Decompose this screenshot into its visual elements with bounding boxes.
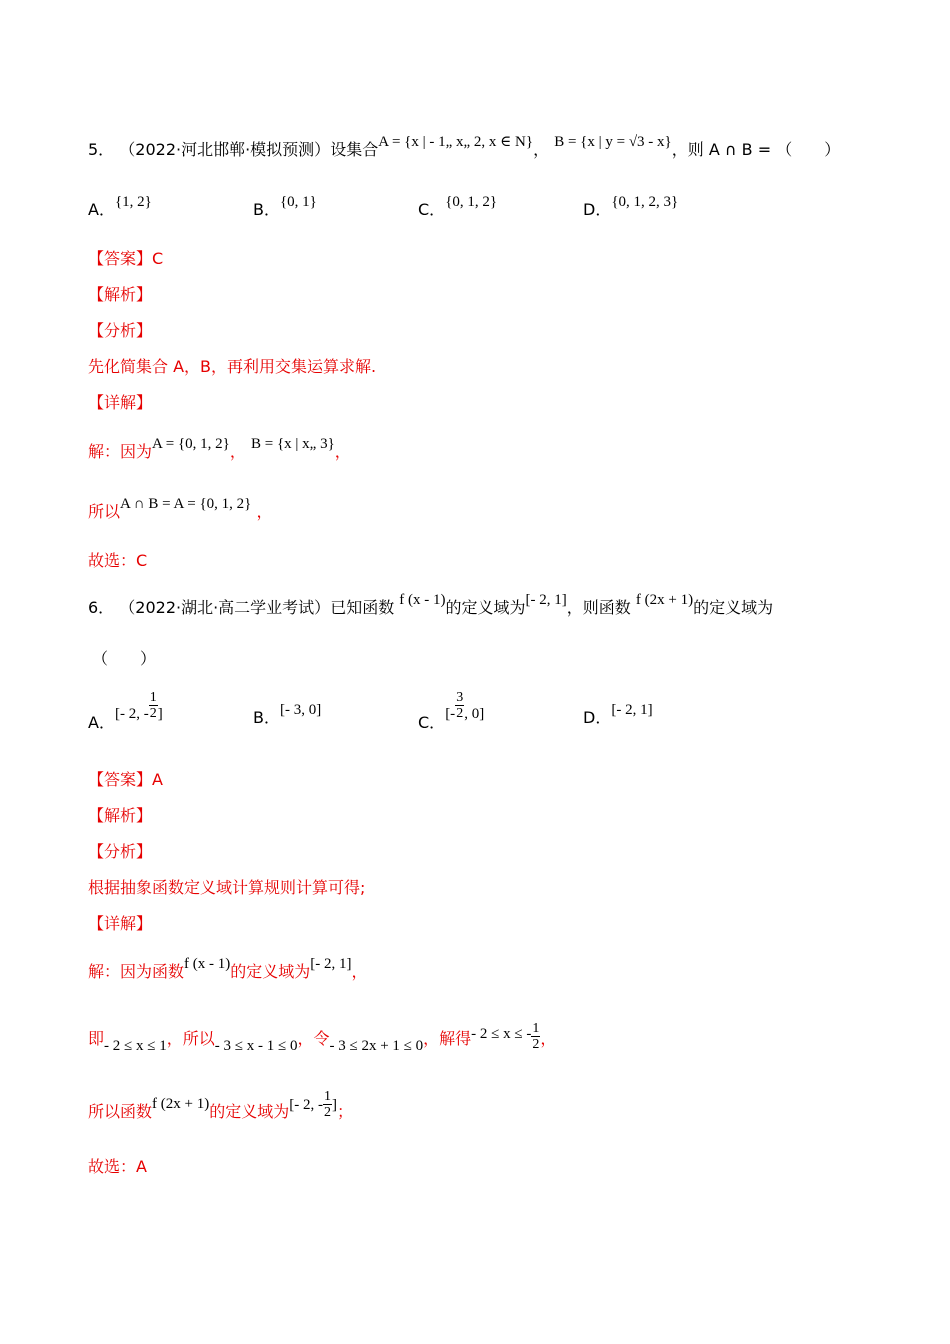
option-right: , 0] <box>464 706 485 722</box>
math-ineq1: - 2 ≤ x ≤ 1 <box>104 1038 167 1054</box>
option-left: [- 2, - <box>114 706 149 722</box>
text: 的定义域为 <box>230 962 311 981</box>
option-value: {0, 1, 2, 3} <box>611 194 679 210</box>
q6-jiexi-tag: 【解析】 <box>88 806 153 825</box>
math-f: f (2x + 1) <box>152 1096 210 1112</box>
q6-option-c <box>418 690 485 732</box>
text: ， <box>256 502 273 521</box>
option-label: B． <box>253 200 280 219</box>
q5-option-a <box>88 194 152 221</box>
text: 的定义域为 <box>209 1102 290 1121</box>
text: ， <box>351 962 368 981</box>
text: 解：因为 <box>88 442 153 461</box>
math-right: ] <box>331 1097 337 1113</box>
q6-option-b <box>253 702 322 729</box>
q6-solution-line1 <box>88 956 368 983</box>
q5-fenxi-tag: 【分析】 <box>88 321 153 340</box>
text: 的定义域为 <box>445 598 526 617</box>
math-ineq3: - 3 ≤ 2x + 1 ≤ 0 <box>329 1038 424 1054</box>
option-value: {1, 2} <box>114 194 152 210</box>
q5-number: 5． <box>88 140 115 159</box>
q5-stem <box>88 134 841 161</box>
option-label: B． <box>253 708 280 727</box>
text: ，令 <box>297 1029 330 1048</box>
q5-xiangjie-tag: 【详解】 <box>88 393 153 412</box>
text: 即 <box>88 1029 105 1048</box>
q5-jiexi-tag: 【解析】 <box>88 285 153 304</box>
q6-xiangjie-tag: 【详解】 <box>88 914 153 933</box>
q5-set-a: A = {x | - 1„ x„ 2, x ∈ N} <box>378 134 534 150</box>
frac-den: 2 <box>149 706 157 721</box>
math-ineq2: - 3 ≤ x - 1 ≤ 0 <box>214 1038 298 1054</box>
q5-answer: 【答案】C <box>88 249 164 268</box>
text: 所以 <box>88 502 121 521</box>
q5-set-b: B = {x | y = √3 - x} <box>554 134 672 150</box>
option-label: A． <box>88 200 115 219</box>
q6-stem <box>88 592 774 619</box>
math-left: [- 2, - <box>289 1097 323 1113</box>
option-label: C． <box>418 713 446 732</box>
option-left: [- <box>445 706 456 722</box>
option-label: C． <box>418 200 446 219</box>
option-right: ] <box>157 706 163 722</box>
q6-fenxi-tag: 【分析】 <box>88 842 153 861</box>
option-label: A． <box>88 713 115 732</box>
text: ，则函数 <box>566 598 631 617</box>
option-value: {0, 1} <box>279 194 317 210</box>
math-f: f (x - 1) <box>184 956 231 972</box>
q5-option-d <box>583 194 679 221</box>
frac-num: 3 <box>456 690 464 705</box>
q6-fenxi-text: 根据抽象函数定义域计算规则计算可得; <box>88 878 366 897</box>
frac-num: 1 <box>323 1089 331 1104</box>
q5-option-c <box>418 194 498 221</box>
math-set-a: A = {0, 1, 2} <box>152 436 230 452</box>
q6-paren: （ ） <box>92 649 157 668</box>
text: ， <box>334 442 351 461</box>
math-fraction <box>531 1021 540 1052</box>
text: 已知函数 <box>330 598 395 617</box>
q6-solution-line3 <box>88 1089 353 1128</box>
math-f1: f (x - 1) <box>399 592 446 608</box>
q6-option-a <box>88 690 163 732</box>
q5-solution-line2 <box>88 496 273 523</box>
q6-number: 6． <box>88 598 115 617</box>
math-domain: [- 2, 1] <box>310 956 352 972</box>
q6-option-d <box>583 702 653 729</box>
frac-den: 2 <box>532 1037 540 1052</box>
q6-answer: 【答案】A <box>88 770 163 789</box>
q5-tail: ，则 A ∩ B = （ ） <box>671 140 841 159</box>
text: ， <box>540 1029 557 1048</box>
math-intersection: A ∩ B = A = {0, 1, 2} <box>120 496 252 512</box>
text: ，所以 <box>166 1029 215 1048</box>
math-domain: [- 2, 1] <box>525 592 567 608</box>
text: 所以函数 <box>88 1102 153 1121</box>
math-set-b: B = {x | x„ 3} <box>251 436 335 452</box>
option-label: D． <box>583 708 612 727</box>
option-value: [- 2, 1] <box>611 702 653 718</box>
option-value: {0, 1, 2} <box>445 194 498 210</box>
q6-guxuan: 故选：A <box>88 1157 147 1176</box>
q5-source: （2022·河北邯郸·模拟预测） <box>119 140 331 159</box>
text: 的定义域为 <box>693 598 774 617</box>
option-value: [- 3, 0] <box>279 702 322 718</box>
q6-source: （2022·湖北·高二学业考试） <box>119 598 331 617</box>
q5-option-b <box>253 194 317 221</box>
option-fraction <box>455 690 464 721</box>
text: ； <box>336 1102 353 1121</box>
q5-fenxi-text: 先化简集合 A，B，再利用交集运算求解. <box>88 357 377 376</box>
q5-guxuan: 故选：C <box>88 551 148 570</box>
q5-stem-text: 设集合 <box>330 140 379 159</box>
math-ineq4: - 2 ≤ x ≤ - <box>471 1026 532 1042</box>
text: 解：因为函数 <box>88 962 185 981</box>
math-fraction <box>323 1089 332 1120</box>
q5-comma: ， <box>533 140 550 159</box>
option-fraction <box>149 690 158 721</box>
frac-num: 1 <box>149 690 157 705</box>
frac-den: 2 <box>323 1105 331 1120</box>
option-label: D． <box>583 200 612 219</box>
q5-solution-line1 <box>88 436 351 463</box>
text: ，解得 <box>423 1029 472 1048</box>
frac-den: 2 <box>456 706 464 721</box>
q6-solution-line2 <box>88 1021 557 1055</box>
frac-num: 1 <box>532 1021 540 1036</box>
math-f2: f (2x + 1) <box>635 592 694 608</box>
text: ， <box>229 442 246 461</box>
